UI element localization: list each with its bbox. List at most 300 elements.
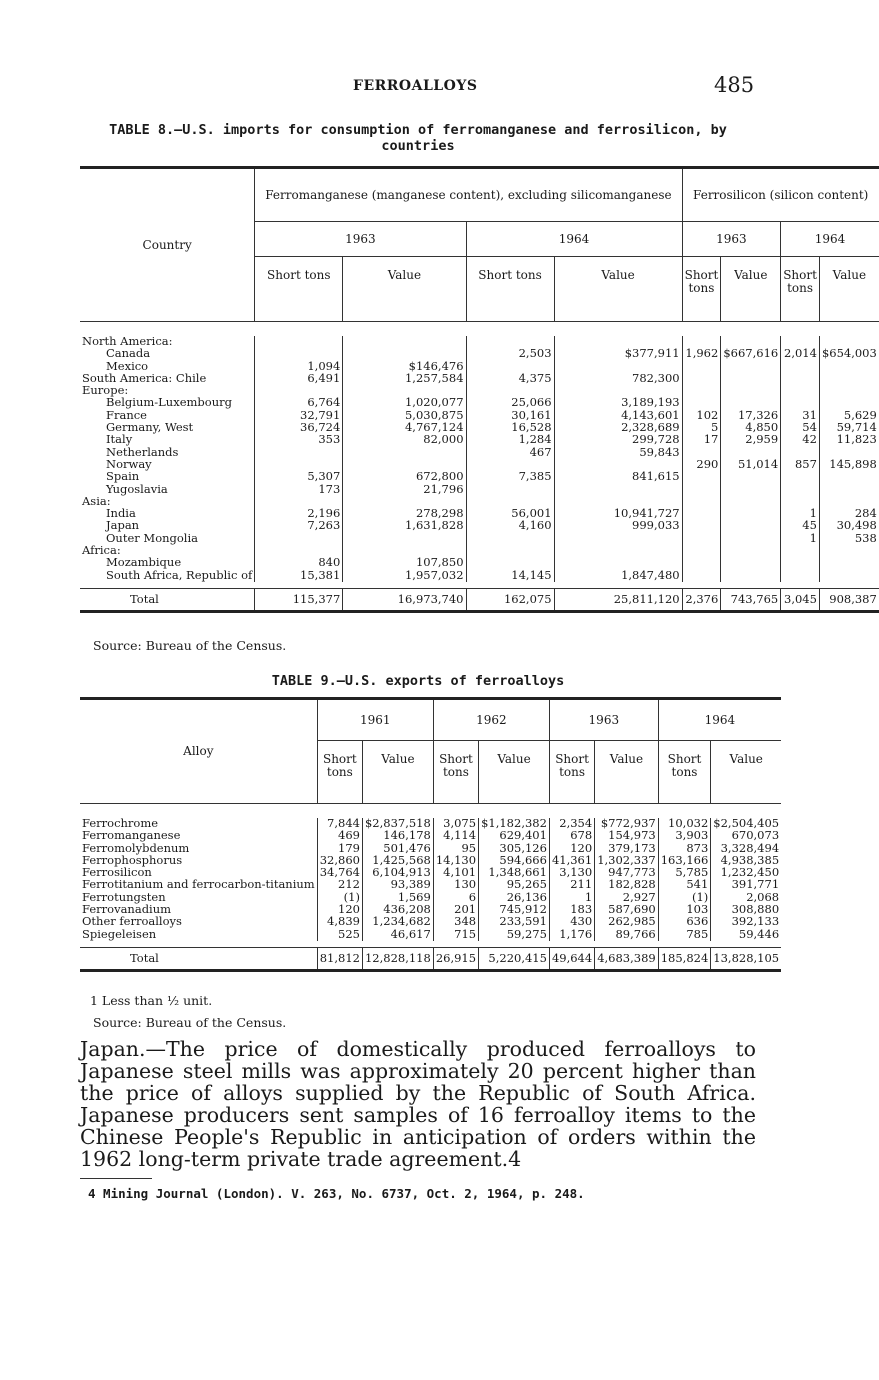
table9-cell: 745,912 [479, 904, 550, 916]
table9-cell: 182,828 [595, 879, 659, 891]
table8 [80, 166, 879, 613]
table9-short-tons-header: Short tons [658, 741, 711, 804]
table8-cell: 1,957,032 [343, 570, 466, 582]
table9-cell: 120 [317, 904, 362, 916]
table9-total-cell: 4,683,389 [595, 947, 659, 971]
table8-row-label: North America: [82, 334, 173, 348]
table8-year: 1964 [466, 222, 682, 257]
table9-cell: 2,927 [595, 892, 659, 904]
footnote-rule [80, 1178, 152, 1179]
table8-year: 1963 [255, 222, 466, 257]
table9-cell: 469 [317, 830, 362, 842]
table9-value-header: Value [362, 741, 433, 804]
table8-row-label: Mexico [106, 358, 149, 373]
table8-cell: 1,284 [466, 434, 554, 446]
table8-cell: 25,066 [466, 397, 554, 409]
total-row [80, 947, 781, 971]
table9-cell: 89,766 [595, 929, 659, 941]
table8-cell: 4,375 [466, 373, 554, 385]
table9-alloy-header: Alloy [183, 744, 214, 758]
table9-cell: 201 [433, 904, 478, 916]
table9-source: Source: Bureau of the Census. [93, 1015, 287, 1030]
table9-cell: 103 [658, 904, 711, 916]
table9-cell: 525 [317, 929, 362, 941]
table9-total-cell: 26,915 [433, 947, 478, 971]
table9-cell: 1,232,450 [711, 867, 781, 879]
table9-row-label: Ferromolybdenum [82, 840, 190, 855]
table8-cell [721, 520, 781, 532]
table9-cell: 1,176 [549, 929, 594, 941]
table8-group-ferromanganese: Ferromanganese (manganese content), excluding silicomanganese [255, 168, 682, 222]
table9-cell: 2,068 [711, 892, 781, 904]
table8-cell [554, 484, 682, 496]
table8-cell [682, 471, 721, 483]
table9-cell: 678 [549, 830, 594, 842]
table8-cell [554, 533, 682, 545]
table9-row-label: Ferrovanadium [82, 902, 172, 917]
table9-total-label: Total [80, 947, 317, 971]
table9-total-cell: 185,824 [658, 947, 711, 971]
table8-row-label: Spain [106, 469, 140, 484]
table9-cell: 1,425,568 [362, 855, 433, 867]
table9-cell: 4,839 [317, 916, 362, 928]
table8-row-label: Africa: [82, 543, 121, 558]
table-row [80, 508, 879, 520]
table9-cell: 3,903 [658, 830, 711, 842]
table8-total-cell: 25,811,120 [554, 588, 682, 612]
table9-value-header: Value [711, 741, 781, 804]
table8-cell: 54 [781, 422, 820, 434]
table8-cell [466, 484, 554, 496]
table8-total-label: Total [80, 588, 255, 612]
table8-cell: 999,033 [554, 520, 682, 532]
table8-cell: 3,189,193 [554, 397, 682, 409]
table8-cell: 5,030,875 [343, 410, 466, 422]
table9-cell: 262,985 [595, 916, 659, 928]
table8-cell: $146,476 [343, 361, 466, 373]
table8-row-label: South Africa, Republic of [106, 567, 253, 582]
table9-cell: 4,114 [433, 830, 478, 842]
table8-cell: 6,764 [255, 397, 343, 409]
table8-cell [781, 361, 820, 373]
table8-cell: 32,791 [255, 410, 343, 422]
table9-row-label: Ferrotitanium and ferrocarbon-titanium [82, 877, 315, 892]
table9-cell: 785 [658, 929, 711, 941]
table8-cell: 102 [682, 410, 721, 422]
table9-cell: 34,764 [317, 867, 362, 879]
table8-cell [682, 361, 721, 373]
table9-cell: 629,401 [479, 830, 550, 842]
table8-cell [819, 557, 878, 569]
table9-cell: 120 [549, 843, 594, 855]
table9-cell: 430 [549, 916, 594, 928]
table9-cell: $1,182,382 [479, 818, 550, 830]
table9-cell: 587,690 [595, 904, 659, 916]
table8-row-label: Europe: [82, 383, 129, 398]
table8-cell: 278,298 [343, 508, 466, 520]
table9-row-label: Ferromanganese [82, 828, 181, 843]
table8-source: Source: Bureau of the Census. [93, 638, 287, 653]
table8-cell: 51,014 [721, 459, 781, 471]
table9-cell: 715 [433, 929, 478, 941]
table8-caption: TABLE 8.—U.S. imports for consumption of ferromanganese and ferrosilicon, by countries [109, 122, 727, 154]
table8-cell: 1,020,077 [343, 397, 466, 409]
table9-value-header: Value [479, 741, 550, 804]
table8-total-cell: 115,377 [255, 588, 343, 612]
table9-short-tons-header: Short tons [317, 741, 362, 804]
table9-cell: 10,032 [658, 818, 711, 830]
table8-cell [721, 557, 781, 569]
table9-cell: 183 [549, 904, 594, 916]
table8-cell [682, 496, 721, 508]
table9-cell: $2,837,518 [362, 818, 433, 830]
table9-row-label: Ferrotungsten [82, 889, 166, 904]
table8-row-label: Asia: [82, 493, 111, 508]
table8-cell: 5 [682, 422, 721, 434]
table8-cell: 841,615 [554, 471, 682, 483]
table8-row-label: Norway [106, 456, 152, 471]
table8-cell [781, 471, 820, 483]
table8-cell: 30,161 [466, 410, 554, 422]
spacer-row [80, 322, 879, 337]
table8-cell: 30,498 [819, 520, 878, 532]
table9-row-label: Spiegeleisen [82, 926, 157, 941]
table8-cell: 2,503 [466, 348, 554, 360]
table9-short-tons-header: Short tons [549, 741, 594, 804]
table9-row-label: Ferrosilicon [82, 865, 152, 880]
running-head-title: FERROALLOYS [353, 78, 478, 94]
table8-row-label: Germany, West [106, 420, 194, 435]
table8-row-label: France [106, 407, 147, 422]
table8-row-label: Outer Mongolia [106, 530, 199, 545]
table8-year: 1964 [781, 222, 879, 257]
table8-cell [819, 373, 878, 385]
table8-row-label: Netherlands [106, 444, 179, 459]
table-row [80, 570, 879, 582]
table8-cell [819, 361, 878, 373]
table8-row-label: Canada [106, 346, 151, 361]
table9-cell: 873 [658, 843, 711, 855]
table8-cell [255, 533, 343, 545]
table9-cell: 3,328,494 [711, 843, 781, 855]
table8-cell [781, 545, 820, 557]
table9-cell: 379,173 [595, 843, 659, 855]
table9-total-cell: 12,828,118 [362, 947, 433, 971]
table8-cell: 672,800 [343, 471, 466, 483]
table8-row-label: Belgium-Luxembourg [106, 395, 232, 410]
table8-total-cell: 3,045 [781, 588, 820, 612]
table8-cell [343, 336, 466, 348]
table8-cell: 4,143,601 [554, 410, 682, 422]
table8-cell [819, 545, 878, 557]
table9-cell: 636 [658, 916, 711, 928]
table9-cell: 212 [317, 879, 362, 891]
table9-cell: 26,136 [479, 892, 550, 904]
table8-cell: 1,094 [255, 361, 343, 373]
table8-cell [466, 545, 554, 557]
table8-cell: 538 [819, 533, 878, 545]
table9-cell: 95,265 [479, 879, 550, 891]
table-row [80, 533, 879, 545]
table8-cell: 21,796 [343, 484, 466, 496]
table8-cell [721, 471, 781, 483]
table9-cell: 154,973 [595, 830, 659, 842]
table8-cell [343, 533, 466, 545]
table9-cell: 501,476 [362, 843, 433, 855]
table8-cell: 284 [819, 508, 878, 520]
table8-cell: 10,941,727 [554, 508, 682, 520]
table8-cell [819, 471, 878, 483]
table8-cell [721, 508, 781, 520]
table8-cell: 840 [255, 557, 343, 569]
table9-total-cell: 81,812 [317, 947, 362, 971]
table9-row-label: Ferrophosphorus [82, 852, 183, 867]
table-row [80, 459, 879, 471]
table8-cell [682, 508, 721, 520]
table9-cell: 1,569 [362, 892, 433, 904]
table8-total-cell: 2,376 [682, 588, 721, 612]
table8-cell: $654,003 [819, 348, 878, 360]
table8-cell: 4,160 [466, 520, 554, 532]
table8-cell [682, 557, 721, 569]
table8-value-header: Value [343, 257, 466, 322]
table9-cell: 163,166 [658, 855, 711, 867]
table8-cell [255, 336, 343, 348]
table8-row-label: Yugoslavia [106, 481, 168, 496]
table9-cell: 1,302,337 [595, 855, 659, 867]
table8-cell: 145,898 [819, 459, 878, 471]
table-row [80, 520, 879, 532]
table8-cell [781, 484, 820, 496]
table8-value-header: Value [554, 257, 682, 322]
table8-cell: 82,000 [343, 434, 466, 446]
table9-cell: 1 [549, 892, 594, 904]
table8-cell [682, 533, 721, 545]
total-row [80, 588, 879, 612]
table9-cell: 6,104,913 [362, 867, 433, 879]
table8-cell [781, 373, 820, 385]
table9-year: 1962 [433, 699, 549, 741]
table9-total-cell: 5,220,415 [479, 947, 550, 971]
table9-cell: 211 [549, 879, 594, 891]
table8-cell: 299,728 [554, 434, 682, 446]
table8-cell: 42 [781, 434, 820, 446]
table8-row-label: Italy [106, 432, 133, 447]
table8-body [80, 322, 879, 612]
table8-cell: 1,631,828 [343, 520, 466, 532]
table8-cell: 6,491 [255, 373, 343, 385]
table9-cell: 93,389 [362, 879, 433, 891]
table9-short-tons-header: Short tons [433, 741, 478, 804]
table9-cell: 4,101 [433, 867, 478, 879]
table8-cell [781, 385, 820, 397]
table-row [80, 348, 879, 360]
table8-short-tons-header: Short tons [466, 257, 554, 322]
table9-row-label: Other ferroalloys [82, 914, 182, 929]
table8-cell [721, 570, 781, 582]
table8-cell [721, 545, 781, 557]
table8-year: 1963 [682, 222, 781, 257]
table8-row-label: South America: Chile [82, 370, 207, 385]
table9-cell: 5,785 [658, 867, 711, 879]
table8-cell: 2,328,689 [554, 422, 682, 434]
table9-cell: 41,361 [549, 855, 594, 867]
table9 [80, 697, 781, 972]
table-row [80, 434, 879, 446]
table8-total-cell: 743,765 [721, 588, 781, 612]
body-paragraph-japan: Japan.—The price of domestically produced ferroalloys to Japanese steel mills was approximately 20 percent higher than the price of alloys supplied by the Republic of South Africa. Japanese producers sent samples of 16 ferroalloy items to the Chinese People's Republic in anticipation of orders within the 1962 long-term private trade agreement.4 [80, 1037, 756, 1171]
table9-total-cell: 49,644 [549, 947, 594, 971]
table8-cell: $377,911 [554, 348, 682, 360]
table8-cell [466, 533, 554, 545]
table9-year: 1964 [658, 699, 781, 741]
table8-row-label: India [106, 506, 136, 521]
table9-cell: (1) [658, 892, 711, 904]
table8-total-cell: 908,387 [819, 588, 878, 612]
table9-cell: 670,073 [711, 830, 781, 842]
table9-cell: 6 [433, 892, 478, 904]
table8-cell: 1,847,480 [554, 570, 682, 582]
table8-cell: 857 [781, 459, 820, 471]
table8-cell [721, 361, 781, 373]
table8-cell [781, 557, 820, 569]
table8-cell [682, 373, 721, 385]
table8-cell [682, 545, 721, 557]
table8-cell: 1,257,584 [343, 373, 466, 385]
table9-cell: 3,075 [433, 818, 478, 830]
table9-cell: 392,133 [711, 916, 781, 928]
table9-cell: 95 [433, 843, 478, 855]
table9-body [80, 804, 781, 971]
table9-cell: (1) [317, 892, 362, 904]
table9-total-cell: 13,828,105 [711, 947, 781, 971]
table8-value-header: Value [819, 257, 878, 322]
table9-cell: 541 [658, 879, 711, 891]
table-row [80, 471, 879, 483]
table8-cell [255, 447, 343, 459]
table8-cell: 107,850 [343, 557, 466, 569]
table8-cell: 2,014 [781, 348, 820, 360]
table8-cell [819, 484, 878, 496]
table9-cell: 32,860 [317, 855, 362, 867]
table9-cell: 1,348,661 [479, 867, 550, 879]
table8-cell [721, 496, 781, 508]
table9-cell: 308,880 [711, 904, 781, 916]
table8-cell: 36,724 [255, 422, 343, 434]
table9-cell: 348 [433, 916, 478, 928]
table8-cell [554, 545, 682, 557]
table8-cell: 15,381 [255, 570, 343, 582]
table9-row-label: Ferrochrome [82, 816, 159, 830]
table9-cell: 436,208 [362, 904, 433, 916]
table8-cell: 59,714 [819, 422, 878, 434]
table8-cell: 173 [255, 484, 343, 496]
table9-cell: $772,937 [595, 818, 659, 830]
table8-cell: 16,528 [466, 422, 554, 434]
table8-cell: 56,001 [466, 508, 554, 520]
table8-cell: 59,843 [554, 447, 682, 459]
table9-cell: 305,126 [479, 843, 550, 855]
running-head [0, 73, 855, 100]
table8-total-cell: 16,973,740 [343, 588, 466, 612]
table9-cell: 146,178 [362, 830, 433, 842]
table8-short-tons-header: Short tons [682, 257, 721, 322]
table8-cell: 7,385 [466, 471, 554, 483]
table8-cell: 353 [255, 434, 343, 446]
table8-cell: 31 [781, 410, 820, 422]
table9-cell: 3,130 [549, 867, 594, 879]
table8-cell [682, 520, 721, 532]
table8-cell: 11,823 [819, 434, 878, 446]
table8-short-tons-header: Short tons [255, 257, 343, 322]
table8-cell [721, 484, 781, 496]
table8-cell: 14,145 [466, 570, 554, 582]
table8-value-header: Value [721, 257, 781, 322]
page-number: 485 [714, 73, 755, 97]
table9-cell: 391,771 [711, 879, 781, 891]
table8-group-ferrosilicon: Ferrosilicon (silicon content) [682, 168, 879, 222]
footnote-mining-journal: 4 Mining Journal (London). V. 263, No. 6737, Oct. 2, 1964, p. 248. [88, 1186, 585, 1201]
table8-cell [721, 385, 781, 397]
table8-cell: 467 [466, 447, 554, 459]
table8-cell: 1 [781, 533, 820, 545]
table9-cell: 179 [317, 843, 362, 855]
table9-cell: 947,773 [595, 867, 659, 879]
table8-cell: 17 [682, 434, 721, 446]
table9-cell: 59,275 [479, 929, 550, 941]
table8-cell [682, 484, 721, 496]
table9-cell: 233,591 [479, 916, 550, 928]
table8-cell: 1,962 [682, 348, 721, 360]
table8-row-label: Japan [106, 518, 140, 533]
table8-cell: 4,850 [721, 422, 781, 434]
table8-cell: 1 [781, 508, 820, 520]
table8-cell: 2,959 [721, 434, 781, 446]
table8-cell [819, 570, 878, 582]
table9-year: 1963 [549, 699, 658, 741]
table-row [80, 545, 879, 557]
table8-cell [682, 570, 721, 582]
table8-cell: 4,767,124 [343, 422, 466, 434]
table8-cell [343, 447, 466, 459]
table-row [80, 496, 879, 508]
table8-cell [819, 385, 878, 397]
table9-value-header: Value [595, 741, 659, 804]
table8-cell: 782,300 [554, 373, 682, 385]
table9-cell: 59,446 [711, 929, 781, 941]
table8-cell: 290 [682, 459, 721, 471]
table9-cell: $2,504,405 [711, 818, 781, 830]
table8-cell: 7,263 [255, 520, 343, 532]
table9-cell: 14,130 [433, 855, 478, 867]
table9-cell: 2,354 [549, 818, 594, 830]
table9-cell: 130 [433, 879, 478, 891]
table9-footnote: 1 Less than ½ unit. [90, 993, 213, 1008]
table9-cell: 46,617 [362, 929, 433, 941]
table9-caption: TABLE 9.—U.S. exports of ferroalloys [271, 673, 565, 689]
table9-cell: 7,844 [317, 818, 362, 830]
table8-cell: $667,616 [721, 348, 781, 360]
table8-short-tons-header: Short tons [781, 257, 820, 322]
table8-cell: 5,307 [255, 471, 343, 483]
table9-year: 1961 [317, 699, 433, 741]
table8-cell [721, 373, 781, 385]
table9-cell: 1,234,682 [362, 916, 433, 928]
table9-cell: 594,666 [479, 855, 550, 867]
table8-total-cell: 162,075 [466, 588, 554, 612]
table9-cell: 4,938,385 [711, 855, 781, 867]
table8-row-label: Mozambique [106, 555, 182, 570]
